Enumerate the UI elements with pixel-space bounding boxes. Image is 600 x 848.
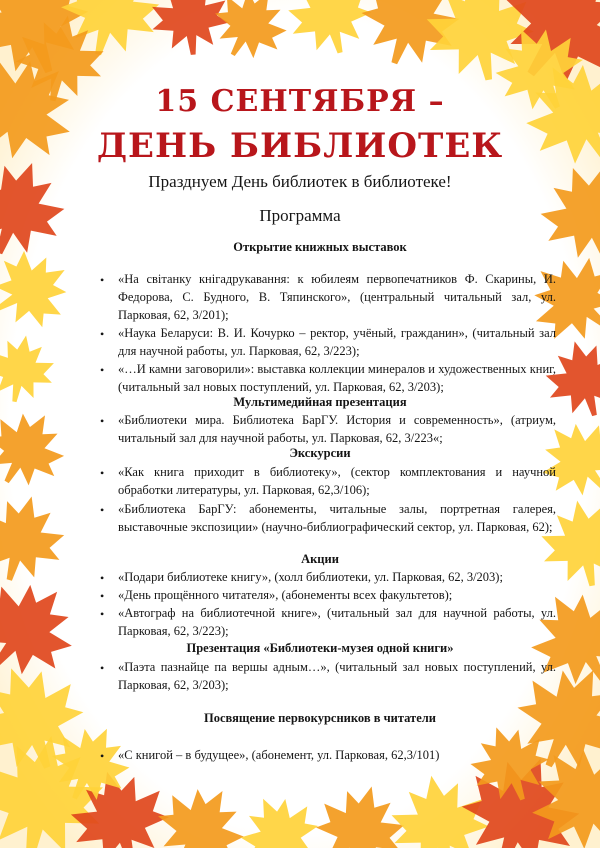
- bullet-dot-icon: •: [100, 273, 105, 287]
- bullet-dot-icon: •: [100, 749, 105, 763]
- list-item: «Подари библиотеке книгу», (холл библиотеки, ул. Парковая, 62, 3/203);: [118, 570, 503, 584]
- bullet-dot-icon: •: [100, 571, 105, 585]
- section-heading-excursions: Экскурсии: [289, 446, 351, 460]
- list-item: «Как книга приходит в библиотеку», (сектор комплектования и научной обработки литературы, ул. Парковая, 62,3/106);: [118, 465, 556, 497]
- section-heading-initiation: Посвящение первокурсников в читатели: [204, 711, 436, 725]
- title-line-1: 15 СЕНТЯБРЯ –: [155, 84, 445, 119]
- bullet-dot-icon: •: [100, 503, 105, 517]
- bullet-dot-icon: •: [100, 661, 105, 675]
- bullet-dot-icon: •: [100, 414, 105, 428]
- section-heading-multimedia: Мультимедийная презентация: [233, 395, 407, 409]
- section-heading-presentation: Презентация «Библиотеки-музея одной книги»: [186, 641, 454, 655]
- bullet-dot-icon: •: [100, 327, 105, 341]
- list-item: «На світанку кнігадрукавання: к юбилеям первопечатников Ф. Скарины, И. Федорова, С. Будного, В. Тяпинского», (центральный читальный зал, ул. Парковая, 62, 3/201);: [118, 272, 556, 322]
- list-item: «Библиотека БарГУ: абонементы, читальные залы, портретная галерея, выставочные экспозиции» (научно-библиографический сектор, ул. Парковая, 62);: [118, 502, 556, 534]
- bullet-dot-icon: •: [100, 466, 105, 480]
- bullet-dot-icon: •: [100, 607, 105, 621]
- bullet-dot-icon: •: [100, 363, 105, 377]
- list-item: «Автограф на библиотечной книге», (читальный зал для научной работы, ул. Парковая, 62, 3/223);: [118, 606, 556, 638]
- bullet-dot-icon: •: [100, 589, 105, 603]
- subtitle: Празднуем День библиотек в библиотеке!: [148, 172, 452, 191]
- program-heading: Программа: [259, 206, 341, 225]
- list-item: «С книгой – в будущее», (абонемент, ул. Парковая, 62,3/101): [118, 748, 440, 762]
- list-item: «Библиотеки мира. Библиотека БарГУ. История и современность», (атриум, читальный зал для научной работы, ул. Парковая, 62, 3/223«;: [118, 413, 556, 445]
- section-heading-exhibitions: Открытие книжных выставок: [233, 240, 407, 254]
- list-item: «День прощённого читателя», (абонементы всех факультетов);: [118, 588, 453, 602]
- list-item: «…И камни заговорили»: выставка коллекции минералов и художественных книг, (читальный зал новых поступлений, ул. Парковая, 62, 3/203);: [118, 362, 556, 394]
- section-heading-actions: Акции: [301, 552, 339, 566]
- list-item: «Наука Беларуси: В. И. Кочурко – ректор, учёный, гражданин», (читальный зал для научной работы, ул. Парковая, 62, 3/223);: [118, 326, 556, 358]
- title-line-2: ДЕНЬ БИБЛИОТЕК: [96, 126, 504, 166]
- list-item: «Паэта пазнайце па вершы адным…», (читальный зал новых поступлений, ул. Парковая, 62, 3/203);: [118, 660, 556, 692]
